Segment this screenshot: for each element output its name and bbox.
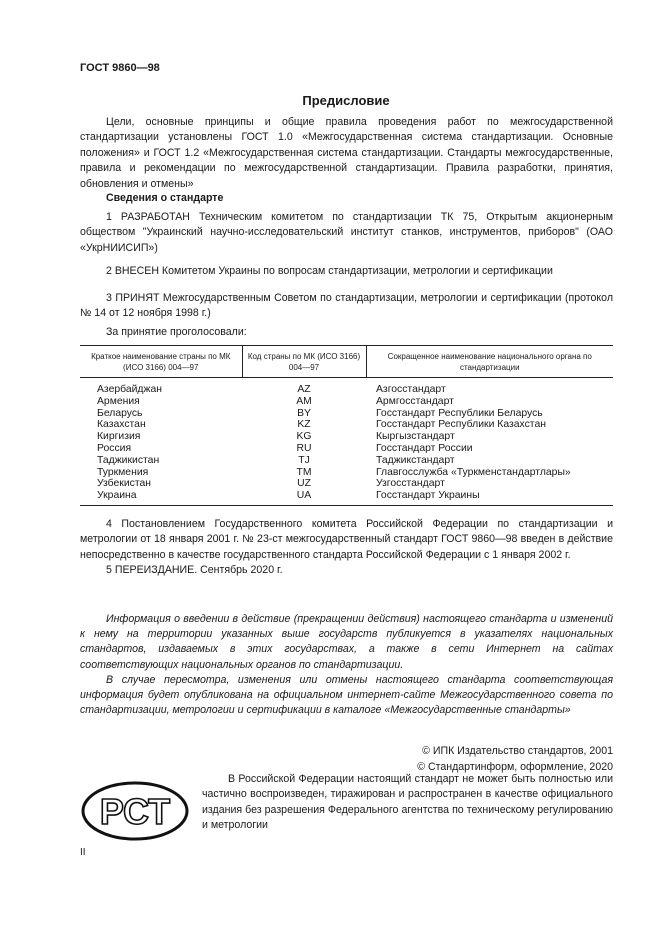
country-name: Азербайджан <box>97 384 162 395</box>
legal-notice: В Российской Федерации настоящий стандарт не может быть полностью или частично воспроизведен, тиражирован и распространен в качестве официального издания без разрешения Федерального агентства по техническому регулированию и метрологии <box>202 773 613 832</box>
table-row <box>80 419 613 431</box>
table-row <box>80 408 613 420</box>
item-4: 4 Постановлением Государственного комитета Российской Федерации по стандартизации и метрологии от 18 января 2001 г. № 23-ст межгосударственный стандарт ГОСТ 9860—98 введен в действие непосредственно в качестве государственного стандарта Российской Федерации с 1 января 2002 г. <box>80 518 613 561</box>
country-name: Россия <box>97 442 132 454</box>
country-name: Беларусь <box>97 407 143 419</box>
table-row <box>80 443 613 455</box>
country-name: Киргизия <box>97 431 141 443</box>
rst-logo <box>80 780 190 842</box>
national-body: Армгосстандарт <box>376 395 454 407</box>
national-body: Главгосслужба «Туркменстандартлары» <box>376 466 571 478</box>
page-title: Предисловие <box>302 93 390 108</box>
table-row <box>80 431 613 443</box>
item-3: 3 ПРИНЯТ Межгосударственным Советом по стандартизации, метрологии и сертификации (протокол № 14 от 12 ноября 1998 г.) <box>80 292 613 320</box>
subheading: Сведения о стандарте <box>106 192 224 204</box>
votes-caption: За принятие проголосовали: <box>106 326 247 338</box>
info-paragraph-1: Информация о введении в действие (прекращении действия) настоящего стандарта и изменений к нему на территории указанных выше государств публикуется в указателях национальных стандартов, издаваемых в этих государствах, а также в сети Интернет на сайтах соответствующих национальных органов по стандартизации. <box>80 613 613 671</box>
header-country: Краткое наименование страны по МК (ИСО 3166) 004—97 <box>80 346 242 378</box>
country-name: Узбекистан <box>97 478 151 490</box>
national-body: Таджикстандарт <box>376 454 455 466</box>
copyright-2: © Стандартинформ, оформление, 2020 <box>417 761 613 773</box>
country-name: Казахстан <box>97 419 146 431</box>
table-row <box>80 455 613 467</box>
item-1: 1 РАЗРАБОТАН Техническим комитетом по стандартизации ТК 75, Открытым акционерным обществом "Украинский научно-исследовательский институт станков, инструментов, приборов" (ОАО «УкрНИИСИП») <box>80 211 613 254</box>
table-header-row <box>80 346 613 378</box>
item-2: 2 ВНЕСЕН Комитетом Украины по вопросам стандартизации, метрологии и сертификации <box>106 265 553 277</box>
table-row <box>80 478 613 490</box>
document-code: ГОСТ 9860—98 <box>80 62 160 74</box>
rst-logo-icon <box>80 780 190 842</box>
country-code: AZ <box>297 384 311 395</box>
country-name: Армения <box>97 395 140 407</box>
national-body: Госстандарт Республики Беларусь <box>376 407 543 419</box>
header-code: Код страны по МК (ИСО 3166) 004—97 <box>242 346 366 378</box>
national-body: Азгосстандарт <box>376 384 446 395</box>
info-paragraph-2: В случае пересмотра, изменения или отмены настоящего стандарта соответствующая информация будет опубликована на официальном интернет-сайте Межгосударственного совета по стандартизации, метрологии и сертификации в каталоге «Межгосударственные стандарты» <box>80 674 613 717</box>
country-code: TM <box>296 466 312 478</box>
country-code: UA <box>242 490 366 505</box>
header-body: Сокращенное наименование национального органа по стандартизации <box>366 346 613 378</box>
national-body: Госстандарт России <box>376 442 473 454</box>
country-code: RU <box>296 442 312 454</box>
country-code: KZ <box>297 419 311 431</box>
country-name: Украина <box>80 490 242 505</box>
table-row <box>80 490 613 505</box>
national-body: Госстандарт Республики Казахстан <box>376 419 546 431</box>
intro-paragraph: Цели, основные принципы и общие правила проведения работ по межгосударственной стандартизации установлены ГОСТ 1.0 «Межгосударственная система стандартизации. Основные положения» и ГОСТ 1.2 «Межгосударственная система стандартизации. Стандарты межгосударственные, правила и рекомендации по межгосударственной стандартизации. Правила разработки, принятия, обновления и отмены» <box>80 116 613 190</box>
country-name: Таджикистан <box>97 454 160 466</box>
item-5: 5 ПЕРЕИЗДАНИЕ. Сентябрь 2020 г. <box>106 564 283 576</box>
page-number: II <box>80 847 86 858</box>
copyright-1: © ИПК Издательство стандартов, 2001 <box>422 745 613 757</box>
national-body: Кыргызстандарт <box>376 431 455 443</box>
states-table <box>80 345 613 506</box>
country-code: AM <box>296 395 312 407</box>
country-name: Туркмения <box>97 466 149 478</box>
national-body: Узгосстандарт <box>376 478 445 490</box>
table-row <box>80 378 613 396</box>
country-code: TJ <box>298 454 310 466</box>
table-row <box>80 467 613 479</box>
national-body: Госстандарт Украины <box>366 490 613 505</box>
country-code: UZ <box>297 478 311 490</box>
country-code: BY <box>297 407 311 419</box>
country-code: KG <box>296 431 312 443</box>
table-row <box>80 396 613 408</box>
rst-logo-text: РСТ <box>99 791 171 832</box>
